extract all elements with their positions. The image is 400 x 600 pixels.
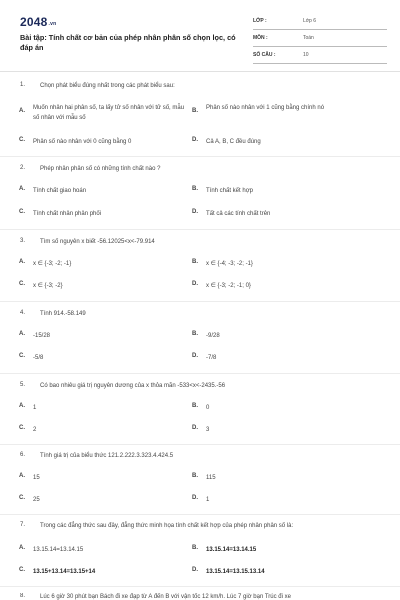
logo-suffix: .vn xyxy=(48,21,57,27)
option-label: B. xyxy=(192,259,198,265)
option-label: A. xyxy=(19,473,25,479)
question-text: Trong các đẳng thức sau đây, đẳng thức minh họa tính chất kết hợp của phép nhân phân số là: xyxy=(40,523,294,529)
question-divider xyxy=(0,229,400,230)
option-text: Tính chất kết hợp xyxy=(206,188,253,194)
option-text: 2 xyxy=(33,427,37,433)
question-number: 7. xyxy=(20,522,26,528)
question-number: 1. xyxy=(20,82,26,88)
question-text: Phép nhân phân số có những tính chất nào ? xyxy=(40,166,161,172)
option-label: A. xyxy=(19,403,25,409)
option-label: B. xyxy=(192,186,198,192)
option-text: -9/28 xyxy=(206,333,220,339)
option-label: C. xyxy=(19,353,25,359)
option-label: B. xyxy=(192,545,198,551)
meta-row-class xyxy=(253,13,387,30)
option-label: B. xyxy=(192,473,198,479)
option-label: D. xyxy=(192,425,198,431)
option-label: D. xyxy=(192,209,198,215)
question-number: 6. xyxy=(20,452,26,458)
option-text: 0 xyxy=(206,405,210,411)
option-label: C. xyxy=(19,137,25,143)
meta-key: LỚP : xyxy=(253,18,267,24)
option-label: B. xyxy=(192,331,198,337)
question-text: Lúc 6 giờ 30 phút bạn Bách đi xe đạp từ A đến B với vận tốc 12 km/h. Lúc 7 giờ bạn Trúc đi xe xyxy=(40,594,291,600)
meta-key: MÔN : xyxy=(253,35,268,41)
option-text: 15 xyxy=(33,475,40,481)
meta-row-subject xyxy=(253,30,387,47)
option-label: B. xyxy=(192,403,198,409)
question-divider xyxy=(0,301,400,302)
option-label: D. xyxy=(192,137,198,143)
option-label: C. xyxy=(19,281,25,287)
site-logo[interactable] xyxy=(20,15,56,29)
option-text: 1 xyxy=(33,405,37,411)
option-label: C. xyxy=(19,209,25,215)
question-number: 2. xyxy=(20,165,26,171)
question-text: Tìm số nguyên x biết -56.12025<x<-79.914 xyxy=(40,239,155,245)
question-divider xyxy=(0,156,400,157)
option-text: 115 xyxy=(206,475,216,481)
question-divider xyxy=(0,514,400,515)
document-header xyxy=(20,13,386,61)
option-text: x ∈ {-3; -2} xyxy=(33,283,63,289)
option-text: 13.15.14=13.15.13.14 xyxy=(206,569,265,575)
option-text: Muốn nhân hai phân số, ta lấy tử số nhân với tử số, mẫu số nhân với mẫu số xyxy=(33,105,185,121)
question-number: 4. xyxy=(20,310,26,316)
option-label: C. xyxy=(19,425,25,431)
option-text: Cả A, B, C đều đúng xyxy=(206,139,261,145)
page-title: Bài tập: Tính chất cơ bản của phép nhân phân số chọn lọc, có đáp án xyxy=(20,33,236,52)
option-label: C. xyxy=(19,567,25,573)
question-divider xyxy=(0,586,400,587)
option-label: A. xyxy=(19,186,25,192)
option-text: x ∈ {-3; -2; -1} xyxy=(33,261,72,267)
header-divider xyxy=(0,71,400,72)
option-text: Phân số nào nhân với 0 cũng bằng 0 xyxy=(33,139,132,145)
meta-key: SỐ CÂU : xyxy=(253,52,276,58)
option-text: x ∈ {-3; -2; -1; 0} xyxy=(206,283,251,289)
meta-value: Lớp 6 xyxy=(303,18,317,24)
question-text: Tính 914.-58.149 xyxy=(40,311,86,317)
option-label: D. xyxy=(192,567,198,573)
option-text: x ∈ {-4; -3; -2; -1} xyxy=(206,261,253,267)
meta-value: Toán xyxy=(303,35,314,41)
option-text: Phân số nào nhân với 1 cũng bằng chính nó xyxy=(206,105,325,111)
question-divider xyxy=(0,444,400,445)
question-number: 5. xyxy=(20,382,26,388)
option-text: 13.15+13.14=13.15+14 xyxy=(33,569,96,575)
option-text: Tính chất nhân phân phối xyxy=(33,211,102,217)
meta-value: 10 xyxy=(303,52,309,58)
option-text: -7/8 xyxy=(206,355,217,361)
question-text: Tính giá trị của biểu thức 121.2.222.3.323.4.424.5 xyxy=(40,453,174,459)
meta-row-count xyxy=(253,47,387,64)
question-number: 8. xyxy=(20,593,26,599)
question-number: 3. xyxy=(20,238,26,244)
question-8 xyxy=(20,593,386,600)
option-label: A. xyxy=(19,108,25,114)
option-label: C. xyxy=(19,495,25,501)
option-label: D. xyxy=(192,495,198,501)
option-text: -15/28 xyxy=(33,333,51,339)
option-label: D. xyxy=(192,281,198,287)
option-label: A. xyxy=(19,331,25,337)
option-text: 25 xyxy=(33,497,40,503)
option-text: Tính chất giao hoán xyxy=(33,188,87,194)
option-label: B. xyxy=(192,108,198,114)
option-text: -5/8 xyxy=(33,355,44,361)
logo-main: 2048 xyxy=(20,15,48,29)
option-text: 3 xyxy=(206,427,210,433)
option-text: Tất cả các tính chất trên xyxy=(206,211,271,217)
question-text: Có bao nhiêu giá trị nguyên dương của x thỏa mãn -533<x<-2435.-56 xyxy=(40,383,226,389)
option-label: D. xyxy=(192,353,198,359)
option-text: 13.15.14=13.14.15 xyxy=(33,547,84,553)
question-divider xyxy=(0,373,400,374)
option-label: A. xyxy=(19,259,25,265)
option-text: 13.15.14=13.14.15 xyxy=(206,547,257,553)
option-label: A. xyxy=(19,545,25,551)
question-text: Chọn phát biểu đúng nhất trong các phát biểu sau: xyxy=(40,83,175,89)
meta-info xyxy=(253,13,387,64)
option-text: 1 xyxy=(206,497,210,503)
